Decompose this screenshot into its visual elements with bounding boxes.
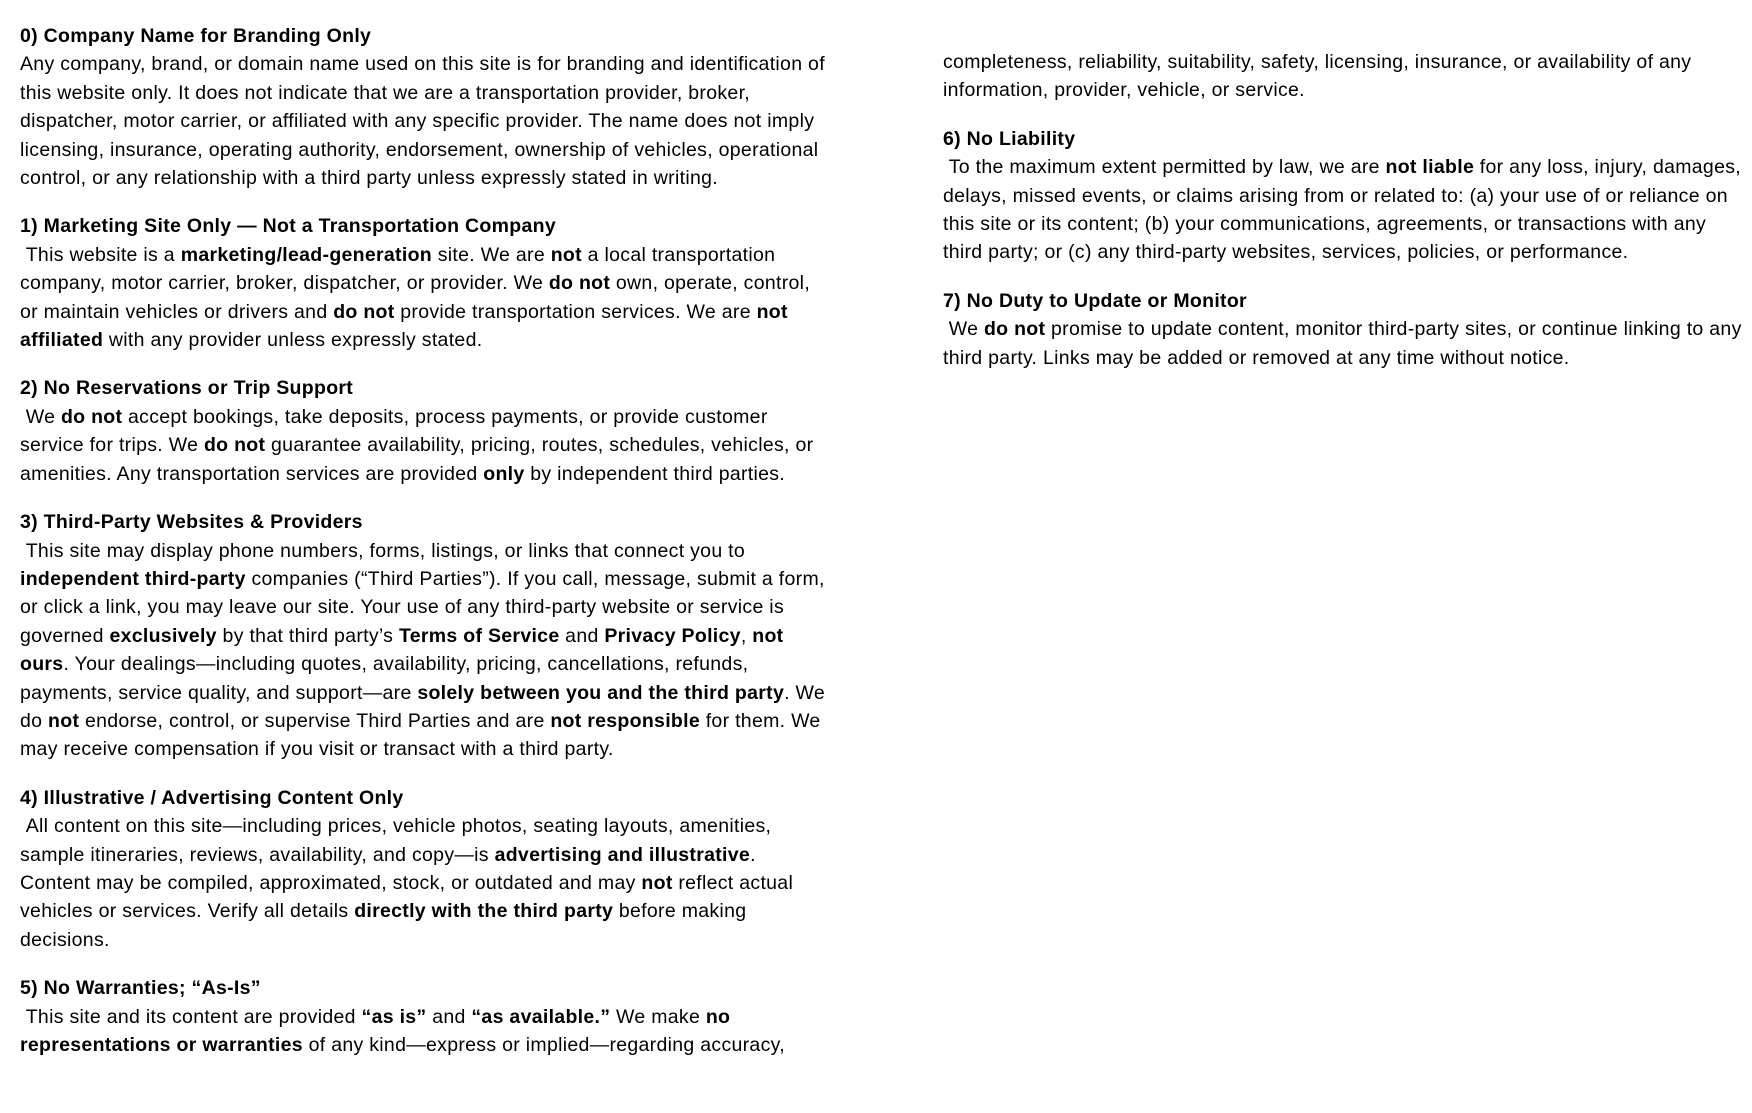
body-text: . We do xyxy=(20,681,831,732)
body-text-bold: Privacy Policy xyxy=(604,624,741,647)
section-heading: 1) Marketing Site Only — Not a Transportation Company xyxy=(20,215,556,238)
body-text: and xyxy=(426,1005,472,1028)
body-text: for them. We may receive compensation if you visit or transact with a third party. xyxy=(20,709,827,761)
body-text: . Content may be compiled, approximated, stock, or outdated and may xyxy=(20,843,762,894)
body-text-bold: marketing/lead-generation xyxy=(180,243,432,266)
body-text: This site and its content are provided xyxy=(20,1005,362,1028)
body-text: reflect actual vehicles or services. Verify all details xyxy=(20,871,799,923)
body-text: We xyxy=(20,405,61,428)
body-text: We make xyxy=(610,1005,706,1028)
body-text: This site may display phone numbers, forms, listings, or links that connect you to xyxy=(20,539,751,562)
body-text: This website is a xyxy=(20,243,181,266)
disclaimer-section xyxy=(20,974,826,1059)
body-text: provide transportation services. We are xyxy=(394,300,757,323)
section-heading: 5) No Warranties; “As-Is” xyxy=(20,977,261,1000)
body-text-bold: not xyxy=(550,243,582,266)
body-text-bold: do not xyxy=(203,434,266,457)
body-text: All content on this site—including prices, vehicle photos, seating layouts, amenities, sample itineraries, reviews, availability, and copy—is xyxy=(20,815,777,866)
body-text: accept bookings, take deposits, process payments, or provide customer service for trips. We xyxy=(20,405,774,457)
body-text: promise to update content, monitor third-party sites, or continue linking to any third party. Links may be added or removed at any time without notice. xyxy=(943,318,1748,369)
disclaimer-section xyxy=(20,508,831,764)
body-text: with any provider unless expressly stated. xyxy=(103,329,483,352)
body-text-bold: not responsible xyxy=(550,709,700,732)
body-text-bold: not affiliated xyxy=(20,300,794,352)
body-text: for any loss, injury, damages, delays, missed events, or claims arising from or related to: (a) your use of or reliance on this site or its content; (b) your communications, agreements, or transactions with any third party; or (c) any third-party websites, services, policies, or performance. xyxy=(943,156,1747,264)
left-text-column xyxy=(20,0,831,1059)
body-text: completeness, reliability, suitability, safety, licensing, insurance, or availability of any information, provider, vehicle, or service. xyxy=(943,51,1698,102)
body-text: To the maximum extent permitted by law, we are xyxy=(943,156,1386,179)
section-heading: 3) Third-Party Websites & Providers xyxy=(20,511,363,534)
section-heading: 6) No Liability xyxy=(943,127,1076,150)
body-text-bold: independent third-party xyxy=(20,567,246,590)
body-text: endorse, control, or supervise Third Parties and are xyxy=(79,709,551,732)
disclaimer-section-continuation xyxy=(943,48,1749,105)
disclaimer-section xyxy=(20,784,826,954)
body-text: a local transportation company, motor carrier, broker, dispatcher, or provider. We xyxy=(20,243,781,295)
body-text: We xyxy=(943,318,984,341)
body-text-bold: only xyxy=(483,462,525,485)
body-text-bold: directly with the third party xyxy=(354,900,614,923)
body-text-bold: do not xyxy=(983,318,1046,341)
disclaimer-section xyxy=(20,212,826,354)
disclaimer-section xyxy=(20,22,831,192)
body-text: guarantee availability, pricing, routes, schedules, vehicles, or amenities. Any transportation services are provided xyxy=(20,434,820,485)
disclaimer-section xyxy=(943,125,1749,267)
body-text-bold: not liable xyxy=(1385,156,1475,179)
section-heading: 7) No Duty to Update or Monitor xyxy=(943,289,1247,312)
right-text-column xyxy=(943,0,1749,372)
disclaimer-section xyxy=(20,374,826,488)
body-text: of any kind—express or implied—regarding accuracy, xyxy=(302,1034,785,1056)
body-text: site. We are xyxy=(432,243,551,266)
body-text-bold: exclusively xyxy=(109,624,217,647)
body-text: and xyxy=(559,624,605,647)
body-text-bold: Terms of Service xyxy=(398,624,560,647)
body-text: own, operate, control, or maintain vehicles or drivers and xyxy=(20,272,816,323)
body-text: by independent third parties. xyxy=(524,462,786,485)
body-text: Any company, brand, or domain name used on this site is for branding and identification of this website only. It does not indicate that we are a transportation provider, broker, dispatcher, motor carrier, or affiliated with any specific provider. The name does not imply licensing, insurance, operating authority, endorsement, ownership of vehicles, operational control, or any relationship with a third party unless expressly stated in writing. xyxy=(20,53,831,190)
body-text: companies (“Third Parties”). If you call, message, submit a form, or click a link, you may leave our site. Your use of any third-party website or service is governed xyxy=(20,567,831,647)
body-text-bold: advertising and illustrative xyxy=(494,843,751,866)
body-text-bold: do not xyxy=(333,300,395,323)
body-text-bold: “as available.” xyxy=(471,1005,611,1028)
section-heading: 2) No Reservations or Trip Support xyxy=(20,377,354,400)
body-text: before making decisions. xyxy=(20,900,753,951)
section-heading: 0) Company Name for Branding Only xyxy=(20,25,372,47)
body-text: by that third party’s xyxy=(216,624,399,647)
body-text: . Your dealings—including quotes, availability, pricing, cancellations, refunds, payments, service quality, and support—are xyxy=(20,653,755,704)
body-text-bold: not xyxy=(641,871,673,894)
body-text-bold: not ours xyxy=(20,624,790,676)
disclaimer-section xyxy=(943,287,1749,372)
section-heading: 4) Illustrative / Advertising Content Only xyxy=(20,786,404,809)
body-text-bold: solely between you and the third party xyxy=(417,681,785,704)
body-text-bold: not xyxy=(48,709,80,732)
body-text-bold: do not xyxy=(548,272,611,295)
body-text-bold: no representations or warranties xyxy=(20,1005,736,1056)
body-text: , xyxy=(740,624,753,647)
body-text-bold: “as is” xyxy=(361,1005,427,1028)
body-text-bold: do not xyxy=(60,405,123,428)
